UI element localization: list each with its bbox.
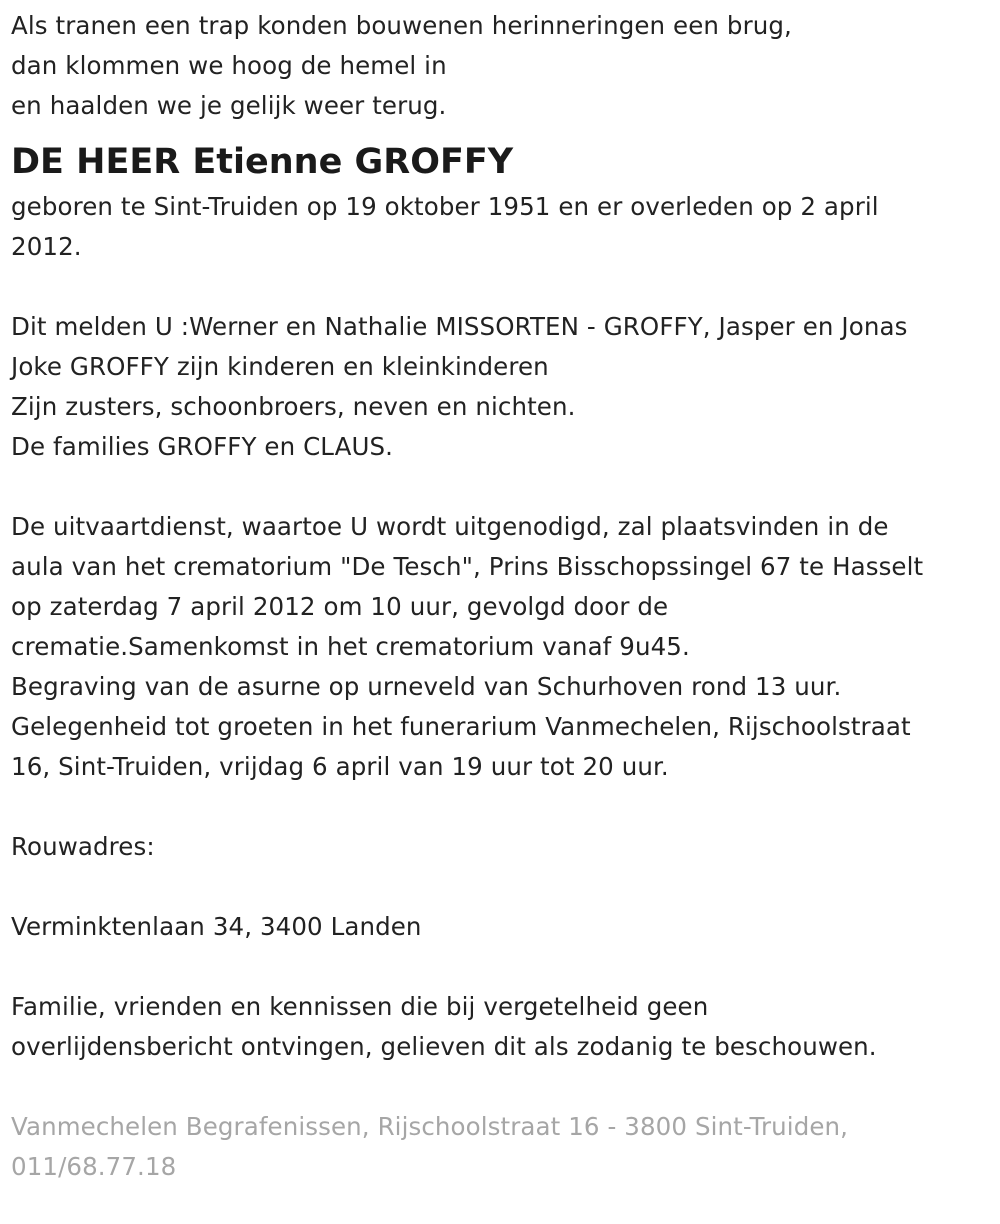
spacer bbox=[11, 867, 996, 907]
spacer bbox=[11, 787, 996, 827]
announcer-line: Joke GROFFY zijn kinderen en kleinkinderen bbox=[11, 352, 549, 381]
birth-death-block bbox=[11, 187, 996, 267]
footer-line: Vanmechelen Begrafenissen, Rijschoolstraat 16 - 3800 Sint-Truiden, bbox=[11, 1112, 849, 1141]
birth-line: geboren te Sint-Truiden op 19 oktober 1951 en er overleden op 2 april bbox=[11, 192, 879, 221]
ceremony-line: aula van het crematorium "De Tesch", Prins Bisschopssingel 67 te Hasselt bbox=[11, 552, 924, 581]
announcer-line: Dit melden U :Werner en Nathalie MISSORTEN - GROFFY, Jasper en Jonas bbox=[11, 312, 908, 341]
ceremony-line: Gelegenheid tot groeten in het funerarium Vanmechelen, Rijschoolstraat bbox=[11, 712, 911, 741]
spacer bbox=[11, 1067, 996, 1107]
funeral-home-footer bbox=[11, 1107, 996, 1187]
poem-line: dan klommen we hoog de hemel in bbox=[11, 51, 447, 80]
announcers-block bbox=[11, 307, 996, 467]
birth-line: 2012. bbox=[11, 232, 82, 261]
mourning-address: Verminktenlaan 34, 3400 Landen bbox=[11, 912, 422, 941]
announcer-line: Zijn zusters, schoonbroers, neven en nichten. bbox=[11, 392, 576, 421]
deceased-name: DE HEER Etienne GROFFY bbox=[11, 142, 514, 182]
spacer bbox=[11, 467, 996, 507]
poem-line: Als tranen een trap konden bouwenen herinneringen een brug, bbox=[11, 11, 792, 40]
footer-phone: 011/68.77.18 bbox=[11, 1152, 177, 1181]
address-label: Rouwadres: bbox=[11, 832, 155, 861]
ceremony-line: 16, Sint-Truiden, vrijdag 6 april van 19 uur tot 20 uur. bbox=[11, 752, 669, 781]
ceremony-line: op zaterdag 7 april 2012 om 10 uur, gevolgd door de bbox=[11, 592, 669, 621]
ceremony-line: crematie.Samenkomst in het crematorium vanaf 9u45. bbox=[11, 632, 690, 661]
poem-block bbox=[11, 0, 996, 126]
obituary-document bbox=[11, 0, 996, 1187]
ceremony-block bbox=[11, 507, 996, 787]
spacer bbox=[11, 267, 996, 307]
notice-block bbox=[11, 987, 996, 1067]
notice-line: Familie, vrienden en kennissen die bij vergetelheid geen bbox=[11, 992, 709, 1021]
ceremony-line: De uitvaartdienst, waartoe U wordt uitgenodigd, zal plaatsvinden in de bbox=[11, 512, 889, 541]
notice-line: overlijdensbericht ontvingen, gelieven dit als zodanig te beschouwen. bbox=[11, 1032, 877, 1061]
spacer bbox=[11, 947, 996, 987]
poem-line: en haalden we je gelijk weer terug. bbox=[11, 91, 447, 120]
announcer-line: De families GROFFY en CLAUS. bbox=[11, 432, 394, 461]
ceremony-line: Begraving van de asurne op urneveld van Schurhoven rond 13 uur. bbox=[11, 672, 842, 701]
